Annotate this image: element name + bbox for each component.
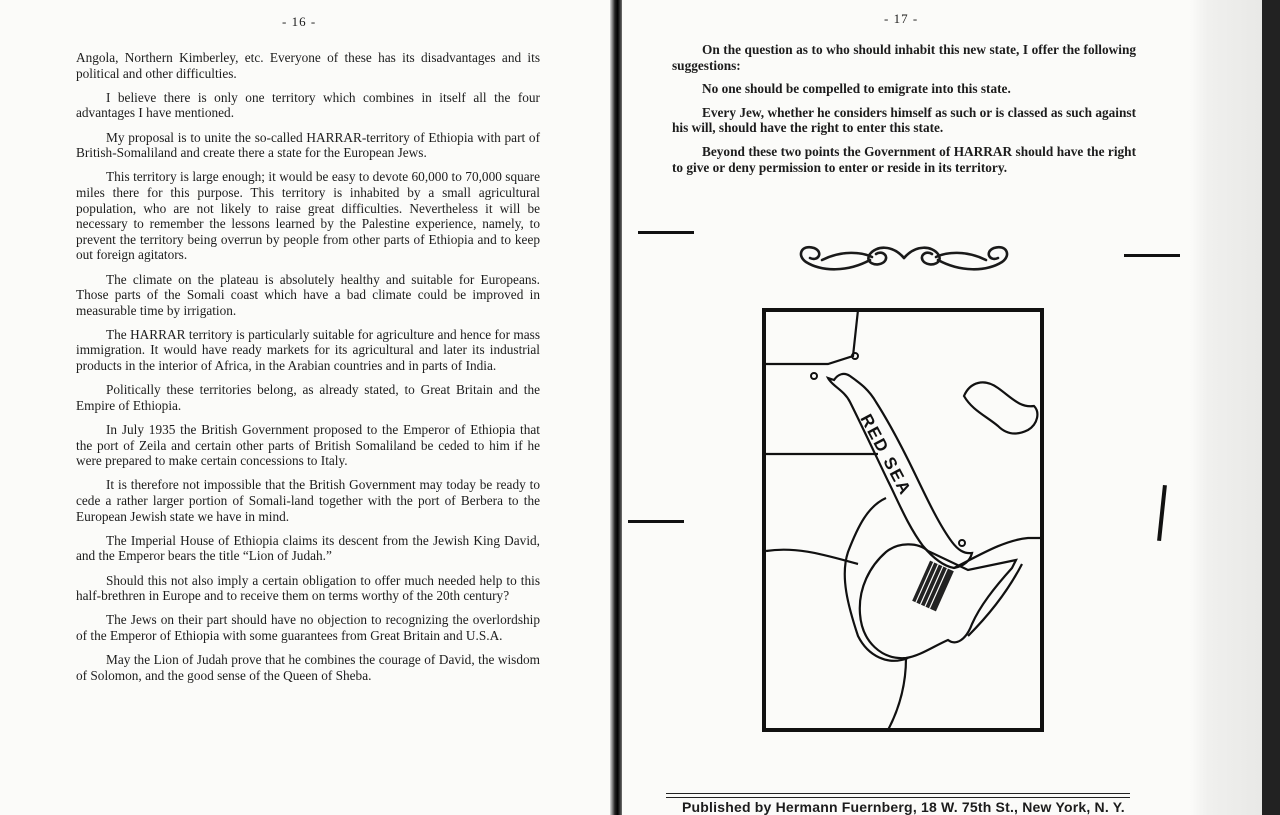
paragraph-2: I believe there is only one territory which combines in itself all the four advantages I have mentioned. — [76, 89, 540, 121]
paragraph-7: Politically these territories belong, as already stated, to Great Britain and the Empire of Ethiopia. — [76, 382, 540, 413]
paragraph-9: It is therefore not impossible that the British Government may today be ready to cede a rather larger portion of Somali-land together with the port of Berbera to the European Jewish state we have in mind. — [76, 477, 540, 524]
right-paragraph-3: Every Jew, whether he considers himself as such or is classed as such against his will, should have the right to enter this state. — [672, 104, 1136, 136]
scan-mark — [628, 520, 684, 523]
paragraph-11: Should this not also imply a certain obligation to offer much needed help to this half-brethren in Europe and to receive them on terms worthy of the 20th century? — [76, 572, 540, 604]
map-horn-of-africa — [758, 306, 1048, 734]
footer-rule — [666, 793, 1130, 798]
right-paragraph-2: No one should be compelled to emigrate into this state. — [702, 81, 1011, 97]
paragraph-13: May the Lion of Judah prove that he combines the courage of David, the wisdom of Solomon, and the good sense of the Queen of Sheba. — [76, 652, 540, 683]
scan-edge-dark — [1262, 0, 1280, 815]
paragraph-6: The HARRAR territory is particularly suitable for agriculture and hence for mass immigration. It would have ready markets for its agricultural and later its industrial products in the interior of Africa, in the Arabian countries and in parts of India. — [76, 326, 540, 374]
paragraph-12: The Jews on their part should have no objection to recognizing the overlordship of the Emperor of Ethiopia with some guarantees from Great Britain and U.S.A. — [76, 612, 540, 643]
right-paragraph-1: On the question as to who should inhabit this new state, I offer the following suggestions: — [672, 42, 1136, 73]
right-page-text — [672, 42, 1136, 183]
paragraph-10: The Imperial House of Ethiopia claims its descent from the Jewish King David, and the Emperor bears the title “Lion of Judah.” — [76, 532, 540, 564]
paragraph-8: In July 1935 the British Government proposed to the Emperor of Ethiopia that the port of Zeila and certain other parts of British Somaliland be ceded to him if he were prepared to make certain concessions to Italy. — [76, 422, 540, 469]
paragraph-3: My proposal is to unite the so-called HARRAR-territory of Ethiopia with part of British-Somaliland and create there a state for the European Jews. — [76, 129, 540, 161]
publisher-footer: Published by Hermann Fuernberg, 18 W. 75th St., New York, N. Y. — [682, 799, 1125, 815]
paragraph-1: Angola, Northern Kimberley, etc. Everyone of these has its disadvantages and its political and other difficulties. — [76, 50, 540, 81]
left-page — [0, 0, 612, 815]
paragraph-5: The climate on the plateau is absolutely healthy and suitable for Europeans. Those parts of the Somali coast which have a bad climate could be improved in measurable time by irrigation. — [76, 271, 540, 318]
scan-mark — [638, 231, 694, 234]
scan-mark — [1124, 254, 1180, 257]
page-number-17: - 17 - — [884, 11, 919, 26]
page-number-16: - 16 - — [282, 14, 317, 29]
right-paragraph-4: Beyond these two points the Government of HARRAR should have the right to give or deny permission to enter or reside in its territory. — [672, 143, 1136, 175]
ornament-divider-icon — [792, 238, 1016, 278]
paragraph-4: This territory is large enough; it would be easy to devote 60,000 to 70,000 square miles there for this purpose. This territory is inhabited by a small agricultural population, who are not likely to raise great difficulties. Nevertheless it will be necessary to remember the lessons learned by the Palestine experience, namely, to prevent the territory being overrun by people from other parts of Ethiopia and to keep out foreign agitators. — [76, 169, 540, 263]
left-page-text — [76, 50, 540, 692]
map-label-red-sea: RED SEA — [856, 410, 916, 499]
